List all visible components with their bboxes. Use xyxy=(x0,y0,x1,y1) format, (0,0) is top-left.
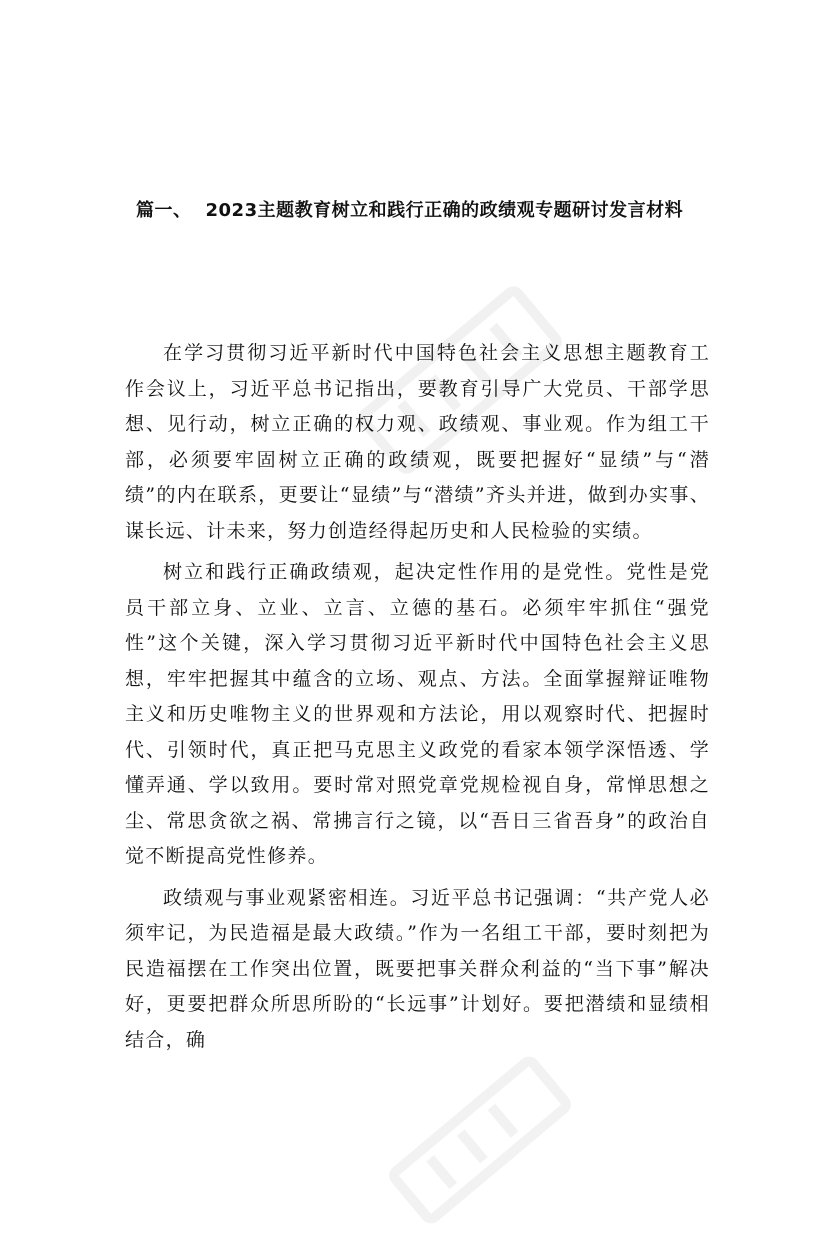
title-prefix: 篇一、 xyxy=(136,200,192,221)
title-text: 2023主题教育树立和践行正确的政绩观专题研讨发言材料 xyxy=(205,200,684,221)
paragraph: 政绩观与事业观紧密相连。习近平总书记强调：“共产党人必须牢记，为民造福是最大政绩。”作为一名组工干部，要时刻把为民造福摆在工作突出位置，既要把事关群众利益的“当下事”解决好，更要把群众所思所盼的“长远事”计划好。要把潜绩和显绩相结合，确 xyxy=(125,886,710,1051)
document-body xyxy=(125,336,710,1058)
document-title xyxy=(136,196,756,222)
paragraph: 在学习贯彻习近平新时代中国特色社会主义思想主题教育工作会议上，习近平总书记指出，要教育引导广大党员、干部学思想、见行动，树立正确的权力观、政绩观、事业观。作为组工干部，必须要牢固树立正确的政绩观，既要把握好“显绩”与“潜绩”的内在联系，更要让“显绩”与“潜绩”齐头并进，做到办实事、谋长远、计未来，努力创造经得起历史和人民检验的实绩。 xyxy=(125,342,710,542)
watermark-icon xyxy=(370,1040,590,1240)
paragraph: 树立和践行正确政绩观，起决定性作用的是党性。党性是党员干部立身、立业、立言、立德的基石。必须牢牢抓住“强党性”这个关键，深入学习贯彻习近平新时代中国特色社会主义思想，牢牢把握其中蕴含的立场、观点、方法。全面掌握辩证唯物主义和历史唯物主义的世界观和方法论，用以观察时代、把握时代、引领时代，真正把马克思主义政党的看家本领学深悟透、学懂弄通、学以致用。要时常对照党章党规检视自身，常惮思想之尘、常思贪欲之祸、常拂言行之镜，以“吾日三省吾身”的政治自觉不断提高党性修养。 xyxy=(125,561,710,867)
